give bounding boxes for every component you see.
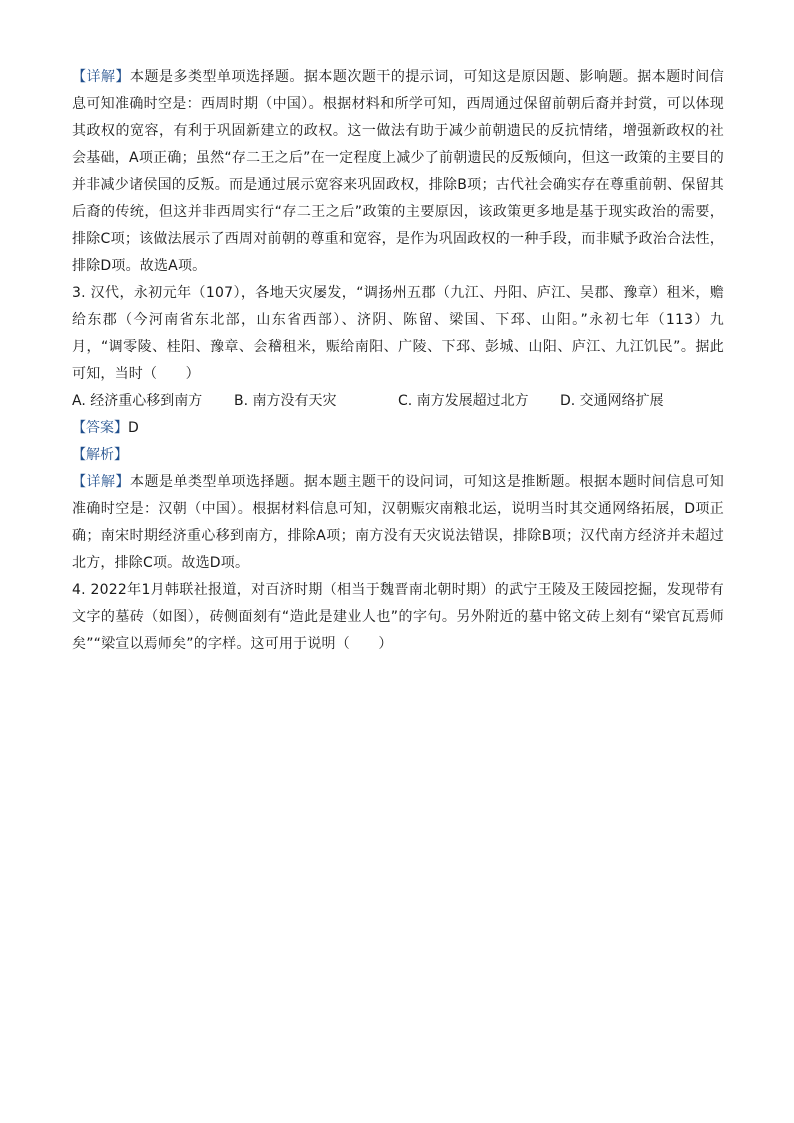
q2-explanation-text: 本题是多类型单项选择题。据本题次题干的提示词，可知这是原因题、影响题。据本题时间信息可知准确时空是：西周时期（中国）。根据材料和所学可知，西周通过保留前朝后裔并封赏，可以体现其政权的宽容，有利于巩固新建立的政权。这一做法有助于减少前朝遗民的反抗情绪，增强新政权的社会基础，A项正确；虽然“存二王之后”在一定程度上减少了前朝遗民的反叛倾向，但这一政策的主要目的并非减少诸侯国的反叛。而是通过展示宽容来巩固政权，排除B项；古代社会确实存在尊重前朝、保留其后裔的传统，但这并非西周实行“存二王之后”政策的主要原因，该政策更多地是基于现实政治的需要，排除C项；该做法展示了西周对前朝的尊重和宽容，是作为巩固政权的一种手段，而非赋予政治合法性，排除D项。故选A项。: [72, 69, 724, 274]
q3-option-c: C. 南方发展超过北方: [398, 393, 529, 409]
q2-explanation: [72, 64, 724, 280]
q3-answer: [72, 415, 724, 442]
explain-tag: 【详解】: [72, 69, 130, 85]
analysis-tag: 【解析】: [72, 447, 128, 463]
q3-option-b: B. 南方没有天灾: [234, 393, 337, 409]
q3-stem: 3. 汉代，永初元年（107），各地天灾屡发，“调扬州五郡（九江、丹阳、庐江、吴郡、豫章）租米，赡给东郡（今河南省东北部，山东省西部）、济阴、陈留、梁国、下邳、山阳。”永初七年（113）九月，“调零陵、桂阳、豫章、会稽租米，赈给南阳、广陵、下邳、彭城、山阳、庐江、九江饥民”。据此可知，当时（ ）: [72, 285, 724, 382]
q3-analysis-heading: [72, 442, 724, 469]
answer-tag: 【答案】: [72, 420, 128, 436]
q3-option-d: D. 交通网络扩展: [560, 393, 664, 409]
q4-stem: 4. 2022年1月韩联社报道，对百济时期（相当于魏晋南北朝时期）的武宁王陵及王陵园挖掘，发现带有文字的墓砖（如图），砖侧面刻有“造此是建业人也”的字句。另外附近的墓中铭文砖上刻有“梁官瓦焉师矣”“梁宣以焉师矣”的字样。这可用于说明（ ）: [72, 582, 724, 652]
q3-options: [72, 388, 724, 415]
q3-option-a: A. 经济重心移到南方: [72, 393, 203, 409]
document-page: [72, 64, 724, 658]
explain-tag: 【详解】: [72, 474, 130, 490]
q3-explanation-text: 本题是单类型单项选择题。据本题主题干的设问词，可知这是推断题。根据本题时间信息可知准确时空是：汉朝（中国）。根据材料信息可知，汉朝赈灾南粮北运，说明当时其交通网络拓展，D项正确；南宋时期经济重心移到南方，排除A项；南方没有天灾说法错误，排除B项；汉代南方经济并未超过北方，排除C项。故选D项。: [72, 474, 724, 571]
answer-value: D: [128, 420, 139, 436]
q3-explanation: [72, 469, 724, 577]
